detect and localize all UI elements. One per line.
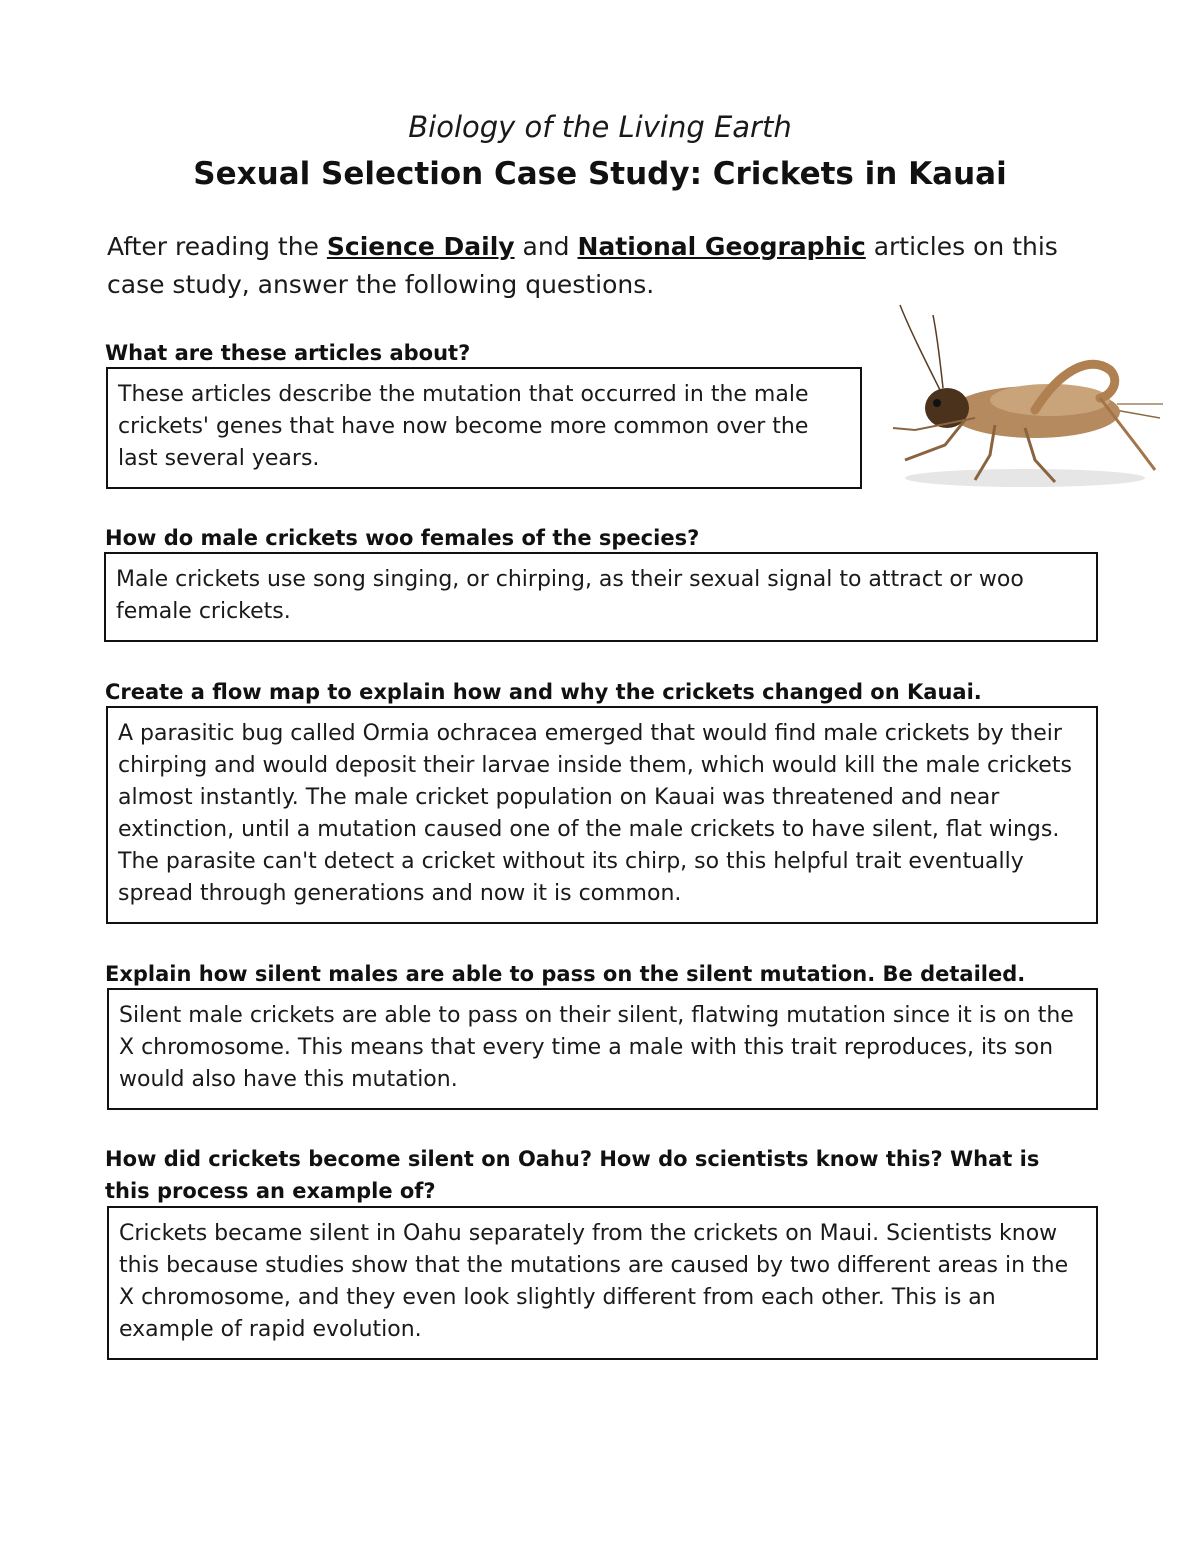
science-daily-link[interactable]: Science Daily	[326, 232, 515, 261]
intro-text-1: After reading the	[107, 232, 327, 261]
question-2: How do male crickets woo females of the species?	[105, 526, 700, 550]
question-3: Create a flow map to explain how and why the crickets changed on Kauai.	[105, 680, 982, 704]
national-geographic-link[interactable]: National Geographic	[577, 232, 866, 261]
question-5: How did crickets become silent on Oahu? How do scientists know this? What is this process an example of?	[105, 1147, 1040, 1203]
question-4: Explain how silent males are able to pass on the silent mutation. Be detailed.	[105, 962, 1026, 986]
answer-box-5[interactable]: Crickets became silent in Oahu separately from the crickets on Maui. Scientists know this because studies show that the mutations are caused by two different areas in the X chromosome, and they even look slightly different from each other. This is an example of rapid evolution.	[107, 1206, 1098, 1360]
intro-text-3: articles on this case study, answer the following questions.	[107, 232, 1058, 299]
page-title: Sexual Selection Case Study: Crickets in Kauai	[193, 156, 1007, 192]
answer-box-2[interactable]: Male crickets use song singing, or chirping, as their sexual signal to attract or woo female crickets.	[104, 552, 1098, 642]
answer-box-1[interactable]: These articles describe the mutation that occurred in the male crickets' genes that have now become more common over the last several years.	[106, 367, 862, 489]
course-subtitle: Biology of the Living Earth	[408, 110, 792, 144]
intro-text-2: and	[514, 232, 578, 261]
answer-box-4[interactable]: Silent male crickets are able to pass on their silent, flatwing mutation since it is on the X chromosome. This means that every time a male with this trait reproduces, its son would also have this mutation.	[107, 988, 1098, 1110]
question-1: What are these articles about?	[105, 341, 471, 365]
answer-box-3[interactable]: A parasitic bug called Ormia ochracea emerged that would find male crickets by their chirping and would deposit their larvae inside them, which would kill the male crickets almost instantly. The male cricket population on Kauai was threatened and near extinction, until a mutation caused one of the male crickets to have silent, flat wings. The parasite can't detect a cricket without its chirp, so this helpful trait eventually spread through generations and now it is common.	[106, 706, 1098, 924]
intro-paragraph	[107, 228, 1107, 304]
cricket-photo-icon	[885, 300, 1170, 500]
